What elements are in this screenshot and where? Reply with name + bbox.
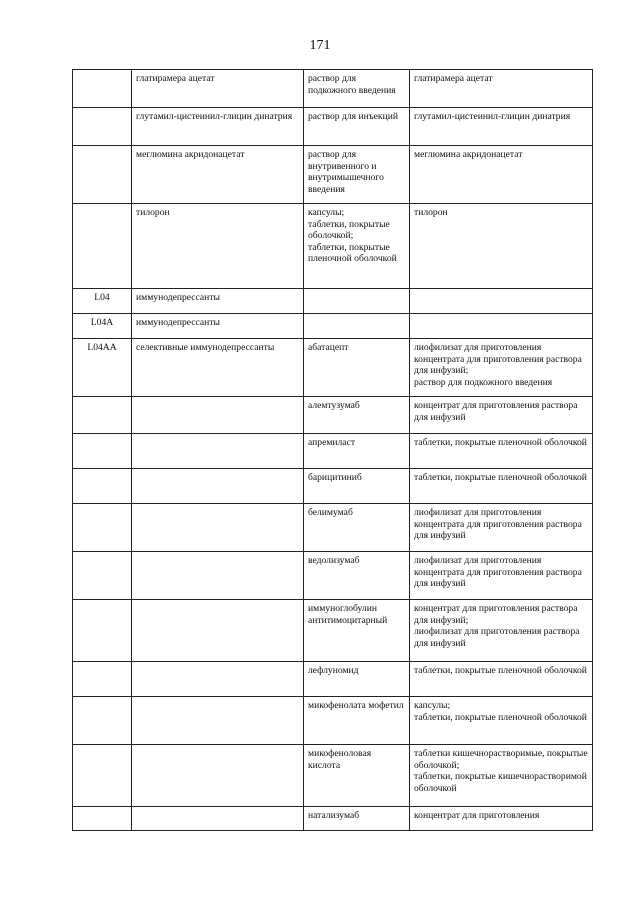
table-row	[73, 339, 593, 397]
atc-code-cell	[73, 662, 132, 697]
group-name-cell	[132, 745, 304, 807]
drug-name-cell: натализумаб	[304, 807, 410, 831]
table-row	[73, 745, 593, 807]
dosage-form-cell: концентрат для приготовления раствора для инфузий	[410, 397, 593, 434]
atc-code-cell	[73, 434, 132, 469]
drug-table	[72, 69, 593, 831]
table-row	[73, 204, 593, 289]
table-row	[73, 807, 593, 831]
group-name-cell	[132, 600, 304, 662]
atc-code-cell	[73, 70, 132, 108]
dosage-form-cell: таблетки, покрытые пленочной оболочкой	[410, 434, 593, 469]
group-name-cell: тилорон	[132, 204, 304, 289]
group-name-cell	[132, 807, 304, 831]
dosage-form-cell	[410, 289, 593, 314]
drug-name-cell: ведолизумаб	[304, 552, 410, 600]
dosage-form-cell	[410, 314, 593, 339]
atc-code-cell	[73, 600, 132, 662]
atc-code-cell	[73, 204, 132, 289]
dosage-form-cell: глатирамера ацетат	[410, 70, 593, 108]
dosage-form-cell: лиофилизат для приготовления концентрата для приготовления раствора для инфузий	[410, 552, 593, 600]
atc-code-cell	[73, 745, 132, 807]
table-row	[73, 70, 593, 108]
atc-code-cell	[73, 504, 132, 552]
drug-name-cell: алемтузумаб	[304, 397, 410, 434]
group-name-cell: меглюмина акридонацетат	[132, 146, 304, 204]
drug-name-cell: иммуноглобулин антитимоцитарный	[304, 600, 410, 662]
drug-name-cell: апремиласт	[304, 434, 410, 469]
dosage-form-cell: лиофилизат для приготовления концентрата для приготовления раствора для инфузий	[410, 504, 593, 552]
dosage-form-cell: концентрат для приготовления раствора для инфузий; лиофилизат для приготовления раствора для инфузий	[410, 600, 593, 662]
dosage-form-cell: тилорон	[410, 204, 593, 289]
drug-name-cell: барицитиниб	[304, 469, 410, 504]
atc-code-cell	[73, 108, 132, 146]
group-name-cell: глатирамера ацетат	[132, 70, 304, 108]
atc-code-cell	[73, 397, 132, 434]
group-name-cell	[132, 469, 304, 504]
drug-name-cell	[304, 289, 410, 314]
group-name-cell	[132, 397, 304, 434]
drug-name-cell: микофенолата мофетил	[304, 697, 410, 745]
atc-code-cell	[73, 146, 132, 204]
group-name-cell: глутамил-цистеинил-глицин динатрия	[132, 108, 304, 146]
dosage-form-cell: таблетки кишечнорастворимые, покрытые оболочкой; таблетки, покрытые кишечнорастворимой оболочкой	[410, 745, 593, 807]
table-row	[73, 697, 593, 745]
dosage-form-cell: капсулы; таблетки, покрытые пленочной оболочкой	[410, 697, 593, 745]
dosage-form-cell: концентрат для приготовления	[410, 807, 593, 831]
group-name-cell: иммунодепрессанты	[132, 289, 304, 314]
table-row	[73, 552, 593, 600]
dosage-form-cell: таблетки, покрытые пленочной оболочкой	[410, 469, 593, 504]
drug-name-cell: абатацепт	[304, 339, 410, 397]
drug-name-cell: раствор для подкожного введения	[304, 70, 410, 108]
atc-code-cell	[73, 807, 132, 831]
drug-name-cell: микофеноловая кислота	[304, 745, 410, 807]
table-row	[73, 314, 593, 339]
page-number: 171	[309, 38, 331, 53]
group-name-cell	[132, 697, 304, 745]
group-name-cell	[132, 504, 304, 552]
table-row	[73, 397, 593, 434]
atc-code-cell	[73, 469, 132, 504]
dosage-form-cell: меглюмина акридонацетат	[410, 146, 593, 204]
table-row	[73, 469, 593, 504]
atc-code-cell: L04A	[73, 314, 132, 339]
group-name-cell	[132, 662, 304, 697]
table-row	[73, 504, 593, 552]
drug-name-cell: капсулы; таблетки, покрытые оболочкой; таблетки, покрытые пленочной оболочкой	[304, 204, 410, 289]
table-row	[73, 146, 593, 204]
table-row	[73, 662, 593, 697]
dosage-form-cell: глутамил-цистеинил-глицин динатрия	[410, 108, 593, 146]
atc-code-cell: L04AA	[73, 339, 132, 397]
table-row	[73, 108, 593, 146]
group-name-cell	[132, 434, 304, 469]
atc-code-cell: L04	[73, 289, 132, 314]
group-name-cell	[132, 552, 304, 600]
group-name-cell: иммунодепрессанты	[132, 314, 304, 339]
drug-name-cell	[304, 314, 410, 339]
drug-name-cell: лефлуномид	[304, 662, 410, 697]
dosage-form-cell: таблетки, покрытые пленочной оболочкой	[410, 662, 593, 697]
atc-code-cell	[73, 552, 132, 600]
dosage-form-cell: лиофилизат для приготовления концентрата для приготовления раствора для инфузий; раствор для подкожного введения	[410, 339, 593, 397]
table-row	[73, 600, 593, 662]
table-row	[73, 289, 593, 314]
drug-name-cell: белимумаб	[304, 504, 410, 552]
drug-name-cell: раствор для внутривенного и внутримышечного введения	[304, 146, 410, 204]
drug-name-cell: раствор для инъекций	[304, 108, 410, 146]
group-name-cell: селективные иммунодепрессанты	[132, 339, 304, 397]
table-row	[73, 434, 593, 469]
atc-code-cell	[73, 697, 132, 745]
